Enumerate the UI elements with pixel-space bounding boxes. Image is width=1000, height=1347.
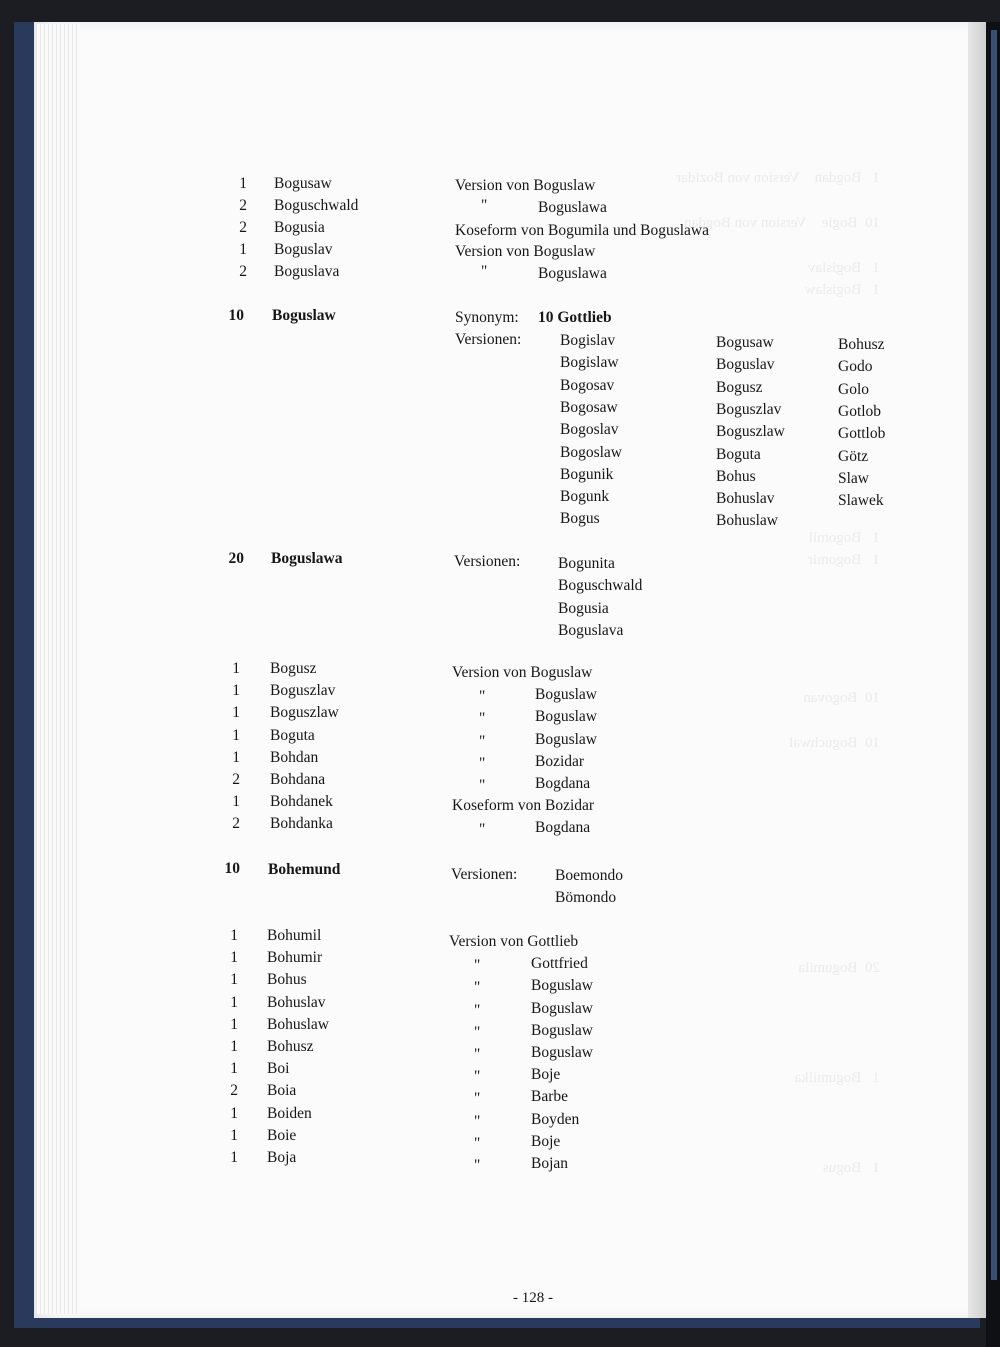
entry-name: Boie <box>267 1126 297 1144</box>
version-item: Gottlob <box>838 425 886 443</box>
entry-name: Bohuslaw <box>267 1015 329 1033</box>
version-item: Bogislav <box>560 332 616 349</box>
entry-name: Boja <box>267 1149 297 1166</box>
entry-description: Boguslaw <box>531 1021 593 1039</box>
entry-count: 1 <box>230 1149 238 1166</box>
version-item: Boguta <box>716 445 761 463</box>
version-item: Bogoslaw <box>560 443 622 461</box>
entry-count: 1 <box>232 682 240 700</box>
entry-description: Koseform von Bozidar <box>452 797 595 815</box>
ditto-mark: " <box>474 1112 481 1130</box>
entry-count: 1 <box>230 993 238 1011</box>
ditto-mark: " <box>479 688 486 706</box>
version-item: Bogislaw <box>560 354 619 372</box>
entry-name: Boguta <box>270 726 315 744</box>
entry-name: Bohus <box>267 971 307 989</box>
entry-description: Boguslawa <box>538 199 607 216</box>
entry-name: Bohumil <box>267 927 322 944</box>
entry-count: 20 <box>228 550 244 567</box>
entry-count: 2 <box>232 771 240 788</box>
entry-name-boguslawa: Boguslawa <box>271 550 343 567</box>
version-item: Boguschwald <box>558 577 643 595</box>
synonym-value: 10 Gottlieb <box>538 309 612 326</box>
entry-description: Bogdana <box>535 819 591 837</box>
entry-description: Bozidar <box>535 752 585 770</box>
entry-name: Boguslava <box>274 263 340 280</box>
right-page-edge <box>968 22 986 1318</box>
synonym-label: Synonym: <box>455 309 519 326</box>
entry-description: Boguslaw <box>535 686 597 704</box>
entry-count: 2 <box>239 263 247 280</box>
ditto-mark: " <box>474 1068 481 1086</box>
entry-name: Boi <box>267 1060 290 1078</box>
ditto-mark: " <box>474 1001 481 1019</box>
entry-description: Boguslaw <box>535 708 597 726</box>
entry-description: Boje <box>531 1132 561 1150</box>
ditto-mark: " <box>481 197 488 214</box>
cover-stripe <box>991 30 997 1280</box>
entry-description: Version von Boguslaw <box>452 664 593 681</box>
version-item: Boguslav <box>716 356 775 374</box>
ditto-mark: " <box>474 979 481 997</box>
entry-name: Boguschwald <box>274 197 359 214</box>
entry-count: 1 <box>230 1104 238 1122</box>
version-item: Gotlob <box>838 402 882 420</box>
version-item: Boemondo <box>555 867 624 884</box>
version-item: Godo <box>838 358 873 376</box>
versions-label: Versionen: <box>451 866 518 883</box>
entry-name: Boiden <box>267 1104 312 1122</box>
entry-description: Koseform von Bogumila und Boguslawa <box>455 222 710 239</box>
entry-count: 2 <box>232 815 240 833</box>
version-item: Götz <box>838 447 869 465</box>
version-item: Bogusaw <box>716 334 774 351</box>
entry-count: 1 <box>232 726 240 744</box>
version-item: Bogosaw <box>560 398 618 416</box>
version-item: Bogosav <box>560 376 615 394</box>
version-item: Bogunik <box>560 465 614 483</box>
entry-count: 10 <box>228 307 244 324</box>
version-item: Boguszlaw <box>716 423 785 441</box>
entry-count: 1 <box>230 927 238 944</box>
entry-count: 2 <box>239 219 247 236</box>
versions-label: Versionen: <box>454 553 521 570</box>
ditto-mark: " <box>474 1157 481 1174</box>
entry-count: 1 <box>230 971 238 989</box>
entry-name: Bogusia <box>274 219 325 236</box>
ditto-mark: " <box>479 732 486 750</box>
page-edge-stack <box>36 24 80 1314</box>
entry-description: Boje <box>531 1066 561 1084</box>
entry-count: 2 <box>239 197 247 214</box>
entry-name: Boguszlaw <box>270 704 339 722</box>
entry-name: Bohdan <box>270 748 319 766</box>
version-item: Bömondo <box>555 889 617 907</box>
entry-count: 1 <box>239 241 247 258</box>
entry-name: Boguslav <box>274 241 333 258</box>
entry-count: 1 <box>230 1060 238 1078</box>
page-number: - 128 - <box>513 1290 553 1306</box>
ditto-mark: " <box>479 821 486 839</box>
entry-count: 1 <box>232 704 240 722</box>
entry-description: Version von Boguslaw <box>455 177 596 194</box>
entry-name: Bohdanek <box>270 793 333 811</box>
ditto-mark: " <box>479 777 486 794</box>
entry-description: Boguslaw <box>531 999 593 1017</box>
version-item: Golo <box>838 380 869 398</box>
version-item: Boguslava <box>558 621 624 639</box>
entry-name: Boia <box>267 1082 297 1100</box>
version-item: Bogoslav <box>560 421 619 439</box>
version-item: Bohus <box>716 467 756 485</box>
entry-count: 10 <box>224 860 240 877</box>
entry-count: 2 <box>230 1082 238 1100</box>
entry-count: 1 <box>232 748 240 766</box>
entry-count: 1 <box>232 660 240 677</box>
entry-count: 1 <box>232 793 240 811</box>
version-item: Bogunita <box>558 555 615 572</box>
version-item: Bogunk <box>560 488 610 506</box>
ditto-mark: " <box>481 263 488 280</box>
entry-name: Bohdanka <box>270 815 333 833</box>
entry-count: 1 <box>230 1015 238 1033</box>
entry-description: Barbe <box>531 1088 569 1106</box>
entry-count: 1 <box>230 949 238 967</box>
entry-name-bohemund: Bohemund <box>268 861 341 878</box>
version-item: Slaw <box>838 469 869 487</box>
entry-description: Boguslawa <box>538 265 607 282</box>
entry-name: Bohumir <box>267 949 323 967</box>
version-item: Bohuslaw <box>716 512 778 530</box>
entry-name: Bohuslav <box>267 993 326 1011</box>
ditto-mark: " <box>474 1023 481 1041</box>
entry-name: Bogusz <box>270 660 317 677</box>
version-item: Bohuslav <box>716 490 775 508</box>
version-item: Boguszlav <box>716 400 782 418</box>
version-item: Slawek <box>838 492 884 510</box>
entry-description: Boguslaw <box>535 730 597 748</box>
entry-description: Boguslaw <box>531 977 593 995</box>
entry-count: 1 <box>230 1038 238 1055</box>
ditto-mark: " <box>479 710 486 728</box>
ditto-mark: " <box>479 754 486 772</box>
entry-description: Version von Gottlieb <box>449 933 579 950</box>
entry-description: Boguslaw <box>531 1044 593 1061</box>
entry-description: Version von Boguslaw <box>455 243 596 260</box>
entry-name-boguslaw: Boguslaw <box>272 307 336 324</box>
ditto-mark: " <box>474 1046 481 1063</box>
entry-count: 1 <box>239 175 247 192</box>
entry-description: Bojan <box>531 1155 569 1172</box>
version-item: Bogus <box>560 510 600 528</box>
entry-name: Bohusz <box>267 1038 314 1055</box>
version-item: Bohusz <box>838 336 885 353</box>
entry-description: Bogdana <box>535 775 591 792</box>
ditto-mark: " <box>474 957 481 975</box>
entry-count: 1 <box>230 1126 238 1144</box>
entry-name: Bohdana <box>270 771 326 788</box>
version-item: Bogusz <box>716 378 763 396</box>
entry-description: Boyden <box>531 1110 580 1128</box>
entry-description: Gottfried <box>531 955 588 973</box>
version-item: Bogusia <box>558 599 609 617</box>
versions-label: Versionen: <box>455 331 522 348</box>
entry-name: Bogusaw <box>274 175 332 192</box>
ditto-mark: " <box>474 1090 481 1108</box>
entry-name: Boguszlav <box>270 682 336 700</box>
ditto-mark: " <box>474 1134 481 1152</box>
